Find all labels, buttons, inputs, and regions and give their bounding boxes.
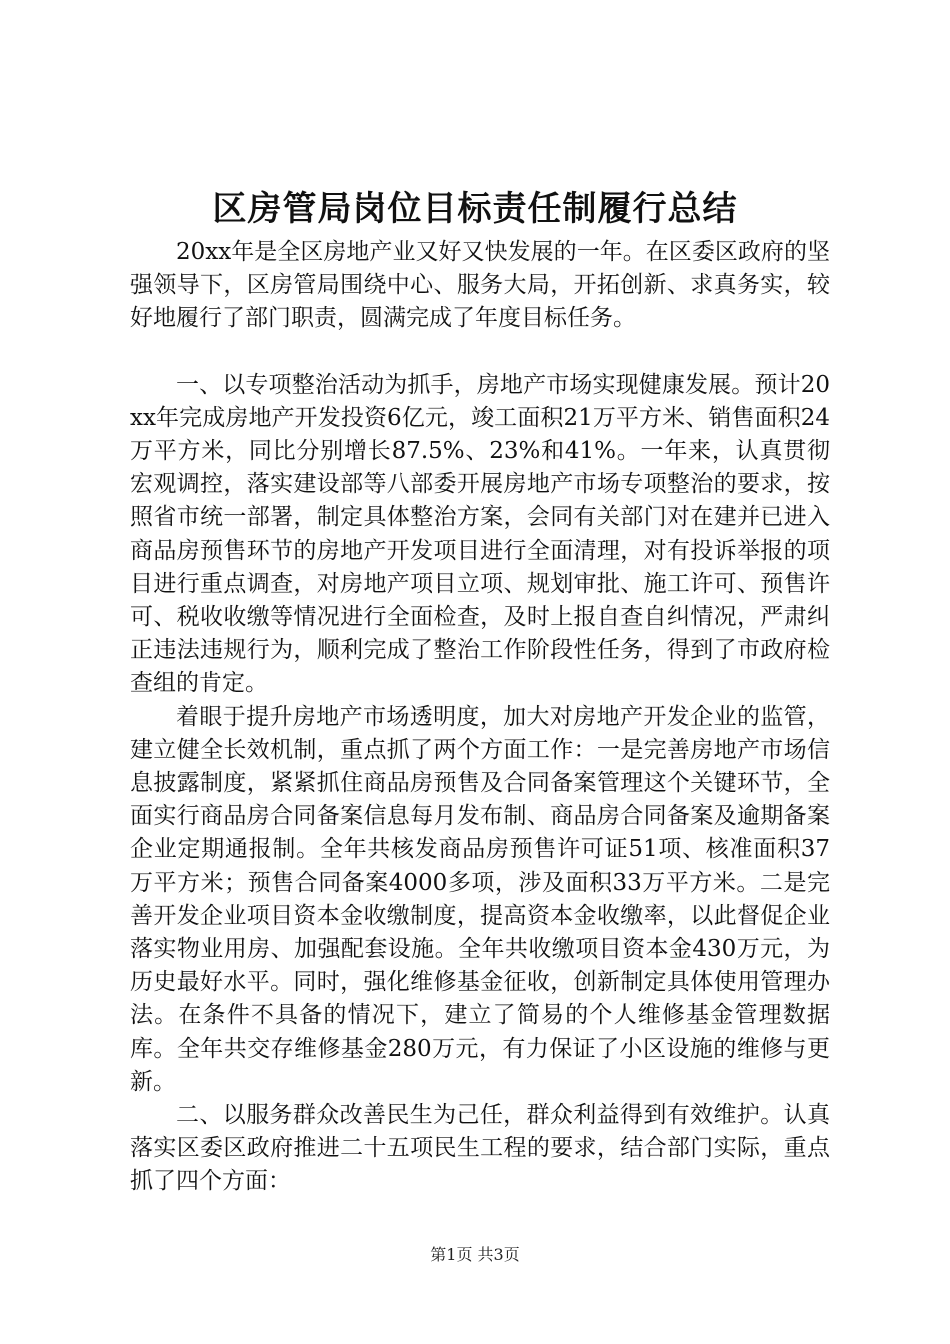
page-number: 第1页 — [430, 1245, 473, 1264]
document-body — [130, 236, 830, 1199]
paragraph-market-transparency: 着眼于提升房地产市场透明度，加大对房地产开发企业的监管，建立健全长效机制，重点抓了两个方面工作：一是完善房地产市场信息披露制度，紧紧抓住商品房预售及合同备案管理这个关键环节，全面实行商品房合同备案信息每月发布制、商品房合同备案及逾期备案企业定期通报制。全年共核发商品房预售许可证51项、核准面积37万平方米；预售合同备案4000多项，涉及面积33万平方米。二是完善开发企业项目资本金收缴制度，提高资本金收缴率，以此督促企业落实物业用房、加强配套设施。全年共收缴项目资本金430万元，为历史最好水平。同时，强化维修基金征收，创新制定具体使用管理办法。在条件不具备的情况下，建立了简易的个人维修基金管理数据库。全年共交存维修基金280万元，有力保证了小区设施的维修与更新。 — [130, 703, 830, 1095]
page-footer — [0, 1243, 950, 1267]
page-total: 共3页 — [477, 1245, 520, 1264]
paragraph-section-one: 一、以专项整治活动为抓手，房地产市场实现健康发展。预计20xx年完成房地产开发投资6亿元，竣工面积21万平方米、销售面积24万平方米，同比分别增长87.5%、23%和41%。一年来，认真贯彻宏观调控，落实建设部等八部委开展房地产市场专项整治的要求，按照省市统一部署，制定具体整治方案，会同有关部门对在建并已进入商品房预售环节的房地产开发项目进行全面清理，对有投诉举报的项目进行重点调查，对房地产项目立项、规划审批、施工许可、预售许可、税收收缴等情况进行全面检查，及时上报自查自纠情况，严肃纠正违法违规行为，顺利完成了整治工作阶段性任务，得到了市政府检查组的肯定。 — [130, 371, 830, 697]
paragraph-section-two: 二、以服务群众改善民生为己任，群众利益得到有效维护。认真落实区委区政府推进二十五项民生工程的要求，结合部门实际，重点抓了四个方面： — [130, 1102, 830, 1195]
paragraph-intro: 20xx年是全区房地产业又好又快发展的一年。在区委区政府的坚强领导下，区房管局围绕中心、服务大局，开拓创新、求真务实，较好地履行了部门职责，圆满完成了年度目标任务。 — [130, 239, 830, 332]
document-title: 区房管局岗位目标责任制履行总结 — [212, 189, 738, 229]
